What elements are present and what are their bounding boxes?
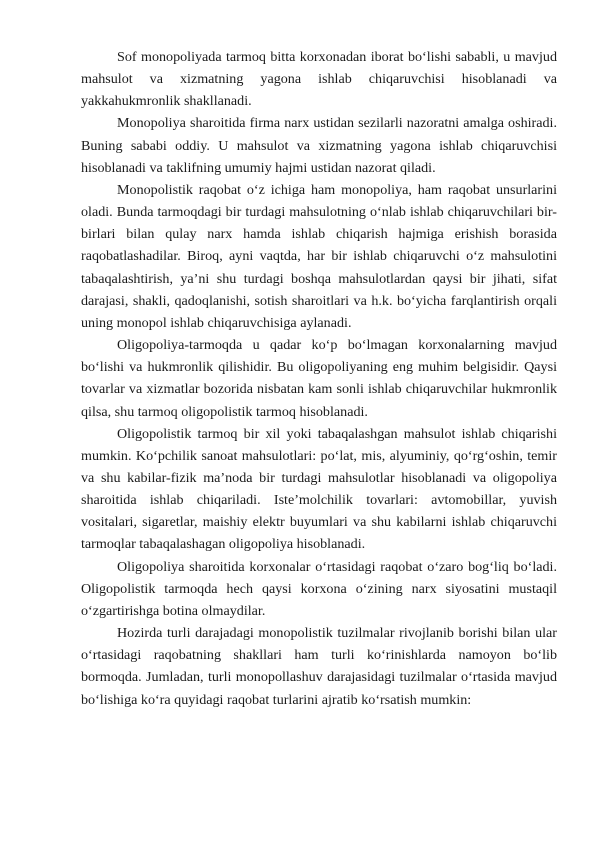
paragraph-oligopoliya-raqobat: Oligopoliya sharoitida korxonalar o‘rtasidagi raqobat o‘zaro bog‘liq bo‘ladi. Oligopolistik tarmoqda hech qaysi korxona o‘zining narx siyosatini mustaqil o‘zgartirishga botina olmaydilar. [81, 558, 557, 619]
paragraph-raqobat-turlari: Hozirda turli darajadagi monopolistik tuzilmalar rivojlanib borishi bilan ular o‘rtasidagi raqobatning shakllari ham turli ko‘rinishlarda namoyon bo‘lib bormoqda. Jumladan, turli monopollashuv darajasidagi tuzilmalar o‘rtasida mavjud bo‘lishiga ko‘ra quyidagi raqobat turlarini ajratib ko‘rsatish mumkin: [81, 625, 557, 708]
paragraph-monopolistik-raqobat: Monopolistik raqobat o‘z ichiga ham monopoliya, ham raqobat unsurlarini oladi. Bunda tarmoqdagi bir turdagi mahsulotning o‘nlab ishlab chiqaruvchilari bir-birlari bilan qulay narx hamda ishlab chiqarish hajmiga erishish borasida raqobatlashadilar. Biroq, ayni vaqtda, har bir ishlab chiqaruvchi o‘z mahsulotini tabaqalashtirish, ya’ni shu turdagi boshqa mahsulotlardan qaysi bir jihati, sifat darajasi, shakli, qadoqlanishi, sotish sharoitlari va h.k. bo‘yicha farqlantirish orqali uning monopol ishlab chiqaruvchisiga aylanadi. [81, 181, 557, 331]
paragraph-monopoliya-sharoiti: Monopoliya sharoitida firma narx ustidan sezilarli nazoratni amalga oshiradi. Buning sababi oddiy. U mahsulot va xizmatning yagona ishlab chiqaruvchisi hisoblanadi va taklifning umumiy hajmi ustidan nazorat qiladi. [81, 115, 557, 176]
paragraph-oligopolistik-mahsulot: Oligopolistik tarmoq bir xil yoki tabaqalashgan mahsulot ishlab chiqarishi mumkin. Ko‘pchilik sanoat mahsulotlari: po‘lat, mis, alyuminiy, qo‘rg‘oshin, temir va shu kabilar-fizik ma’noda bir turdagi mahsulotlar hisoblanadi va oligopoliya sharoitida ishlab chiqariladi. Iste’molchilik tovarlari: avtomobillar, yuvish vositalari, sigaretlar, maishiy elektr buyumlari va shu kabilarni ishlab chiqaruvchi tarmoqlar tabaqalashagan oligopoliya hisoblanadi. [81, 425, 557, 553]
paragraph-oligopoliya-tarmoq: Oligopoliya-tarmoqda u qadar ko‘p bo‘lmagan korxonalarning mavjud bo‘lishi va hukmronlik qilishidir. Bu oligopoliyaning eng muhim belgisidir. Qaysi tovarlar va xizmatlar bozorida nisbatan kam sonli ishlab chiqaruvchilar hukmronlik qilsa, shu tarmoq oligopolistik tarmoq hisoblanadi. [81, 337, 557, 420]
document-body [81, 46, 557, 711]
paragraph-sof-monopoliya: Sof monopoliyada tarmoq bitta korxonadan iborat bo‘lishi sababli, u mavjud mahsulot va xizmatning yagona ishlab chiqaruvchisi hisoblanadi va yakkahukmronlik shakllanadi. [81, 49, 557, 110]
